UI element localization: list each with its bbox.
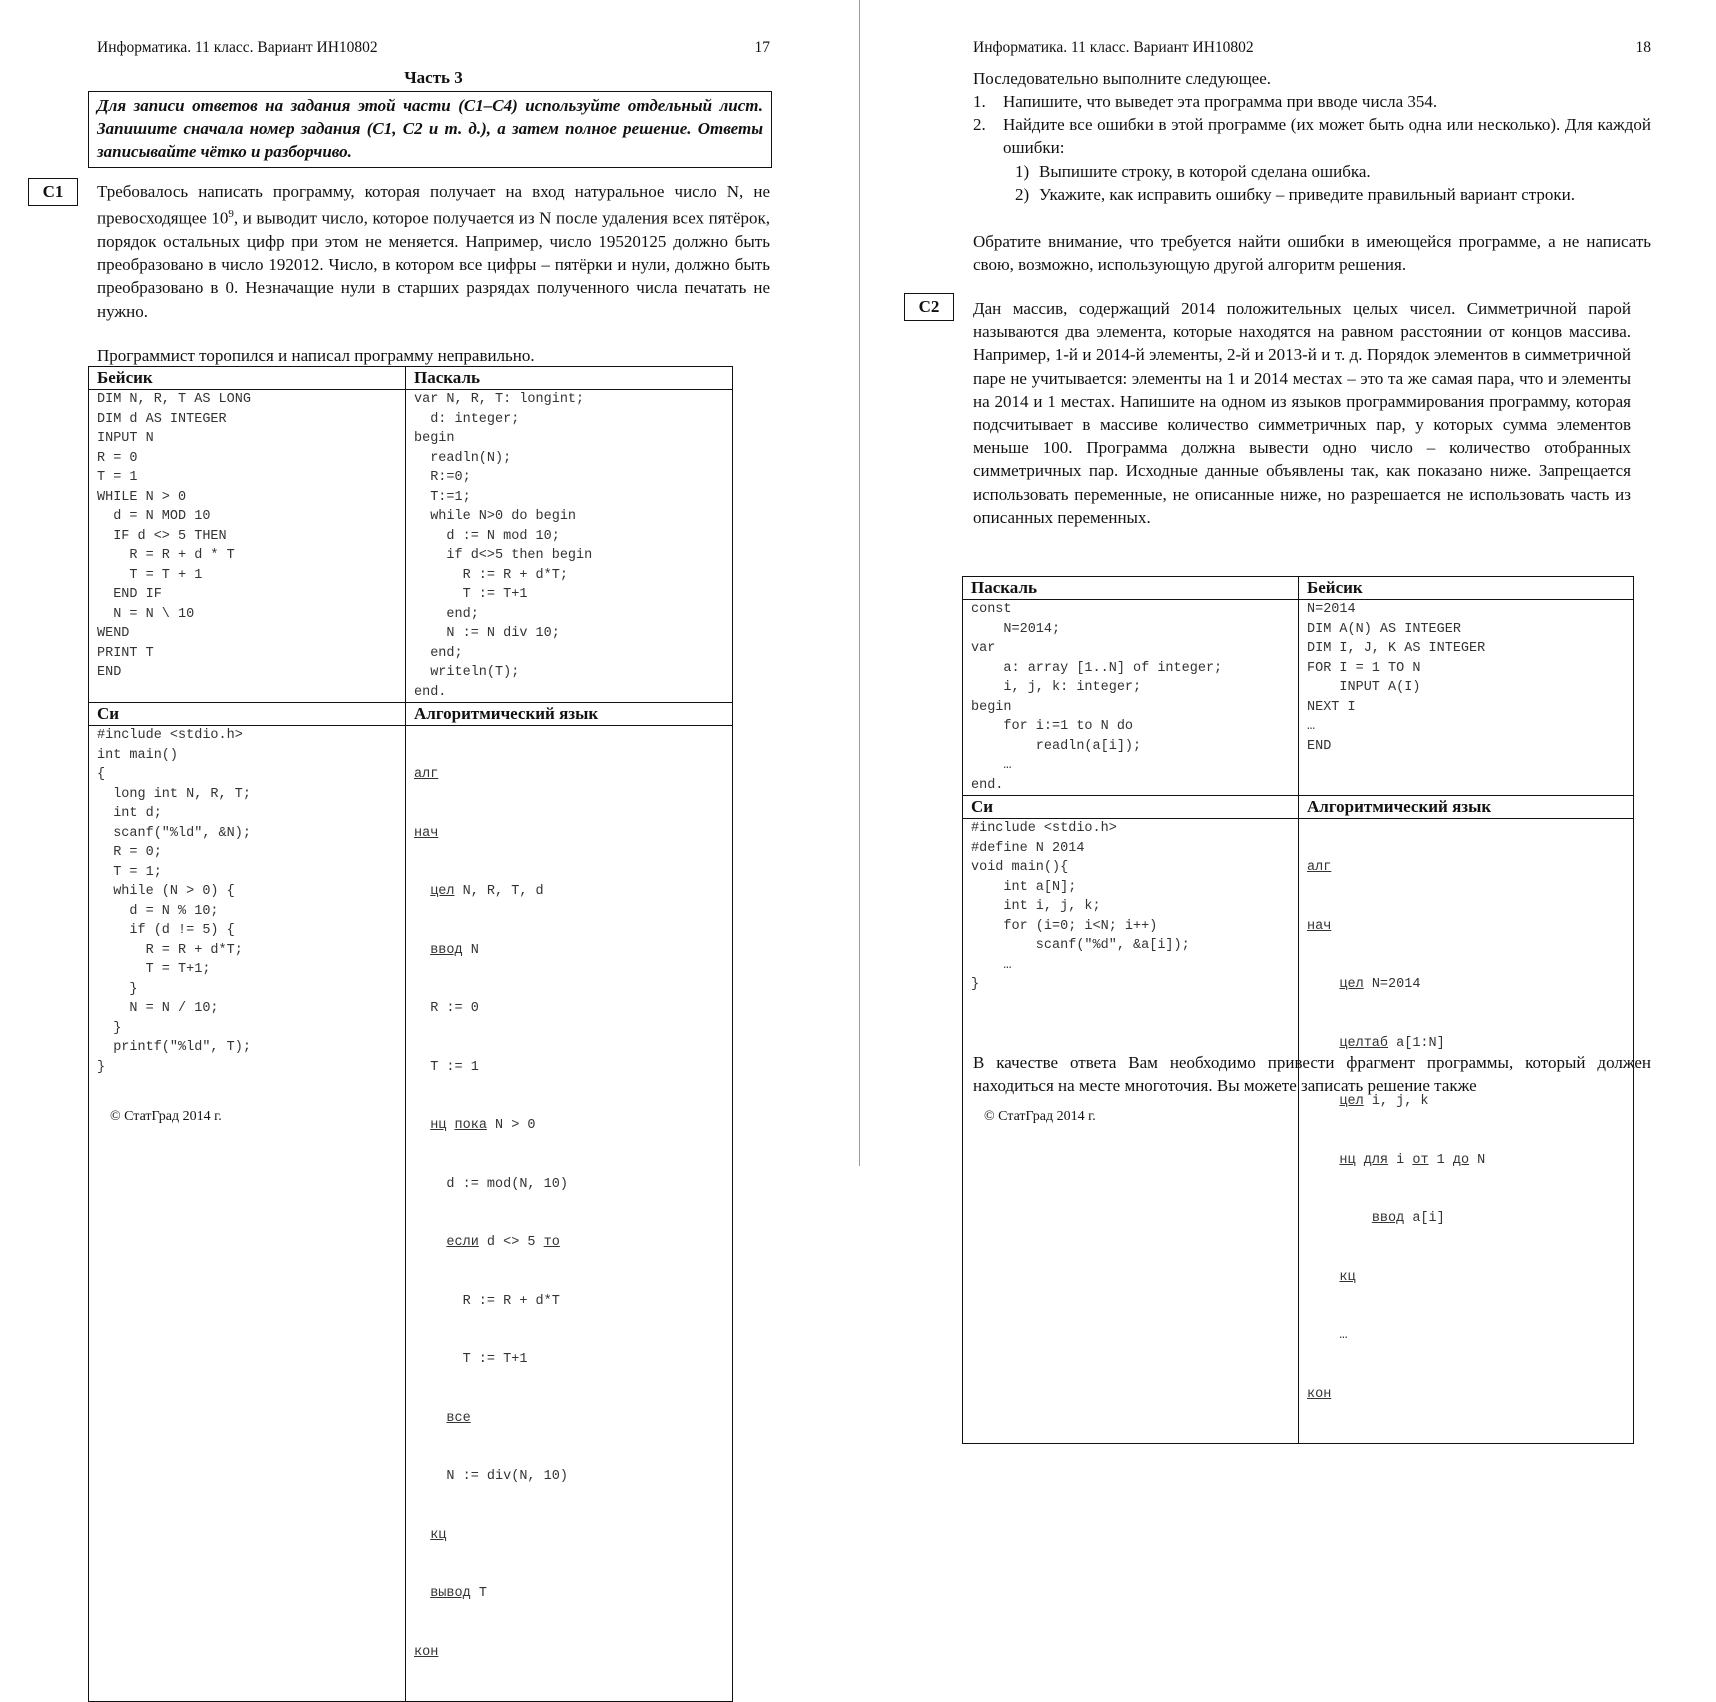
algo-header: Алгоритмический язык: [1299, 796, 1634, 819]
answer-instruction-text: В качестве ответа Вам необходимо привести фрагмент программы, который должен находиться на месте многоточия. Вы можете записать решение также: [973, 1053, 1651, 1096]
list-item-text: Найдите все ошибки в этой программе (их может быть одна или несколько). Для каждой ошибки:: [1003, 115, 1651, 158]
c-header: Си: [963, 796, 1299, 819]
page-number: 18: [1635, 39, 1651, 56]
algo-loop-cond: N > 0: [486, 1118, 536, 1133]
kw-kc: кц: [1339, 1269, 1356, 1285]
header-title: Информатика. 11 класс. Вариант ИН10802: [973, 39, 1254, 56]
task-badge-c1: С1: [28, 178, 78, 206]
c1-code-table: [88, 366, 733, 1702]
c1-program-intro: [97, 344, 770, 367]
c-code: #include <stdio.h> #define N 2014 void main(){ int a[N]; int i, j, k; for (i=0; i<N; i++) scanf("%d", &a[i]); … }: [963, 819, 1299, 1444]
kw-nc: нц: [430, 1118, 447, 1133]
pascal-header: Паскаль: [406, 367, 733, 390]
task-badge-c2: С2: [904, 293, 954, 321]
c1-intro-text: Программист торопился и написал программу неправильно.: [97, 346, 535, 365]
algo-if-cond: d <> 5: [478, 1235, 544, 1250]
kw-cel: цел: [430, 884, 455, 899]
kw-cel: цел: [1339, 977, 1364, 992]
page-header: [973, 39, 1651, 57]
kw-do: до: [1452, 1152, 1470, 1168]
list-item-text: Напишите, что выведет эта программа при вводе числа 354.: [1003, 92, 1438, 111]
part-title: Часть 3: [404, 68, 463, 87]
list-item-number: 1.: [973, 92, 986, 111]
pascal-code: var N, R, T: longint; d: integer; begin readln(N); R:=0; T:=1; while N>0 do begin d := N mod 10; if d<>5 then begin R := R + d*T; T := T+1 end; N := N div 10; end; writeln(T); end.: [406, 390, 733, 703]
kw-ot: от: [1412, 1152, 1429, 1168]
left-page: [0, 0, 860, 1660]
algo-code: [406, 726, 733, 1702]
kw-vvod: ввод: [1371, 1211, 1405, 1226]
algo-vvod-arg: a[i]: [1404, 1211, 1445, 1226]
kw-dlya: для: [1363, 1152, 1389, 1168]
algo-t-update: T := T+1: [462, 1352, 528, 1367]
kw-nc: нц: [1339, 1152, 1356, 1168]
page-header: [97, 39, 770, 57]
c2-paragraph: Дан массив, содержащий 2014 положительных целых чисел. Симметричной парой называются два элемента, которые находятся на равном расстоянии от концов массива. Например, 1-й и 2014-й элементы, 2-й и 2013-й и т. д. Порядок элементов в симметричной паре не учитывается: элементы на 1 и 2014 местах – это та же самая пара, что и элементы на 2014 и 1 местах. Напишите на одном из языков программирования программу, которая подсчитывает в массиве количество симметричных пар, у которых сумма элементов меньше 100. Программа должна вывести одно число – количество отобранных симметричных пар. Исходные данные объявлены так, как показано ниже. Запрещается использовать переменные, не описанные ниже, но разрешается не использовать часть из описанных переменных.: [973, 299, 1631, 527]
algo-vars: i, j, k: [1363, 1094, 1429, 1109]
kw-vyvod: вывод: [430, 1586, 471, 1601]
algo-r-update: R := R + d*T: [462, 1293, 560, 1309]
right-page: [860, 0, 1716, 1402]
algo-t-assign: T := 1: [430, 1059, 479, 1075]
kw-to: то: [543, 1235, 560, 1250]
algo-r-assign: R := 0: [430, 1001, 479, 1016]
kw-vse: все: [446, 1410, 471, 1426]
algo-code: [1299, 819, 1634, 1444]
c2-task-text: [973, 297, 1631, 529]
sub-list-item: [973, 160, 1651, 183]
steps-list: [973, 90, 1651, 206]
c-code: #include <stdio.h> int main() { long int N, R, T; int d; scanf("%ld", &N); R = 0; T = 1; while (N > 0) { d = N % 10; if (d != 5) { R = R + d*T; T = T+1; } N = N / 10; } printf("%ld", T); }: [89, 726, 406, 1702]
algo-n-const: N=2014: [1363, 977, 1421, 992]
sub-list-item: [973, 183, 1651, 206]
kw-celtab: целтаб: [1339, 1035, 1389, 1051]
algo-loop-start: 1: [1428, 1152, 1453, 1168]
kw-vvod: ввод: [430, 942, 463, 958]
list-item: [973, 90, 1651, 113]
c1-task-text: [97, 180, 770, 323]
basic-header: Бейсик: [89, 367, 406, 390]
algo-ellipsis: …: [1339, 1328, 1348, 1343]
c-header: Си: [89, 703, 406, 726]
attention-note-text: Обратите внимание, что требуется найти ошибки в имеющейся программе, а не написать свою, возможно, использующую другой алгоритм решения.: [973, 232, 1651, 275]
attention-note: [973, 230, 1651, 276]
algo-d-assign: d := mod(N, 10): [446, 1176, 568, 1192]
sub-item-number: 1): [1015, 161, 1030, 181]
list-item: [973, 113, 1651, 159]
kw-cel: цел: [1339, 1094, 1364, 1109]
header-title: Информатика. 11 класс. Вариант ИН10802: [97, 39, 378, 56]
c1-exponent: 9: [228, 208, 234, 221]
sub-item-text: Выпишите строку, в которой сделана ошибка.: [1039, 161, 1371, 181]
answer-instruction: [973, 1051, 1651, 1097]
sub-item-text: Укажите, как исправить ошибку – приведите правильный вариант строки.: [1039, 184, 1576, 204]
list-item-number: 2.: [973, 115, 986, 135]
c2-code-table: [962, 576, 1634, 1444]
algo-array-decl: a[1:N]: [1388, 1035, 1445, 1051]
kw-nach: нач: [1307, 918, 1332, 934]
basic-header: Бейсик: [1299, 577, 1634, 600]
kw-kc: кц: [430, 1527, 447, 1543]
algo-vvod-arg: N: [462, 942, 479, 958]
kw-alg: алг: [1307, 860, 1332, 875]
steps-intro-text: Последовательно выполните следующее.: [973, 69, 1272, 88]
basic-code: DIM N, R, T AS LONG DIM d AS INTEGER INPUT N R = 0 T = 1 WHILE N > 0 d = N MOD 10 IF d <> 5 THEN R = R + d * T T = T + 1 END IF N = N \ 10 WEND PRINT T END: [89, 390, 406, 703]
kw-esli: если: [446, 1235, 479, 1250]
kw-poka: пока: [454, 1118, 487, 1133]
algo-loop-end: N: [1469, 1152, 1486, 1168]
kw-kon: кон: [414, 1644, 439, 1660]
c1-text-part2: , и выводит число, которое получается из N после удаления всех пятёрок, порядок остальных цифр при этом не меняется. Например, число 19520125 должно быть преобразовано в число 192012. Число, в котором все цифры – пятёрки и нули, должно быть преобразовано в 0. Незначащие нули в старших разрядах полученного числа печатать не нужно.: [97, 208, 771, 321]
page-number: 17: [754, 39, 770, 56]
c1-text-part1: Требовалось написать программу, которая получает на вход натуральное число N, не превосходящее 10: [97, 182, 770, 228]
sub-item-number: 2): [1015, 184, 1030, 204]
steps-intro: [973, 67, 1651, 90]
pascal-code: const N=2014; var a: array [1..N] of integer; i, j, k: integer; begin for i:=1 to N do readln(a[i]); … end.: [963, 600, 1299, 796]
algo-n-update: N := div(N, 10): [446, 1469, 568, 1484]
algo-vyvod-arg: T: [470, 1586, 487, 1601]
kw-kon: кон: [1307, 1386, 1332, 1402]
algo-loop-var: i: [1388, 1152, 1413, 1168]
instruction-box: Для записи ответов на задания этой части (С1–С4) используйте отдельный лист. Запишите сначала номер задания (С1, С2 и т. д.), а затем полное решение. Ответы записывайте чётко и разборчиво.: [88, 91, 772, 168]
algo-header: Алгоритмический язык: [406, 703, 733, 726]
kw-alg: алг: [414, 767, 439, 782]
kw-nach: нач: [414, 825, 439, 841]
basic-code: N=2014 DIM A(N) AS INTEGER DIM I, J, K AS INTEGER FOR I = 1 TO N INPUT A(I) NEXT I … END: [1299, 600, 1634, 796]
pascal-header: Паскаль: [963, 577, 1299, 600]
algo-vars: N, R, T, d: [454, 884, 544, 899]
page-footer: © СтатГрад 2014 г.: [984, 1109, 1096, 1124]
page-footer: © СтатГрад 2014 г.: [110, 1109, 222, 1124]
